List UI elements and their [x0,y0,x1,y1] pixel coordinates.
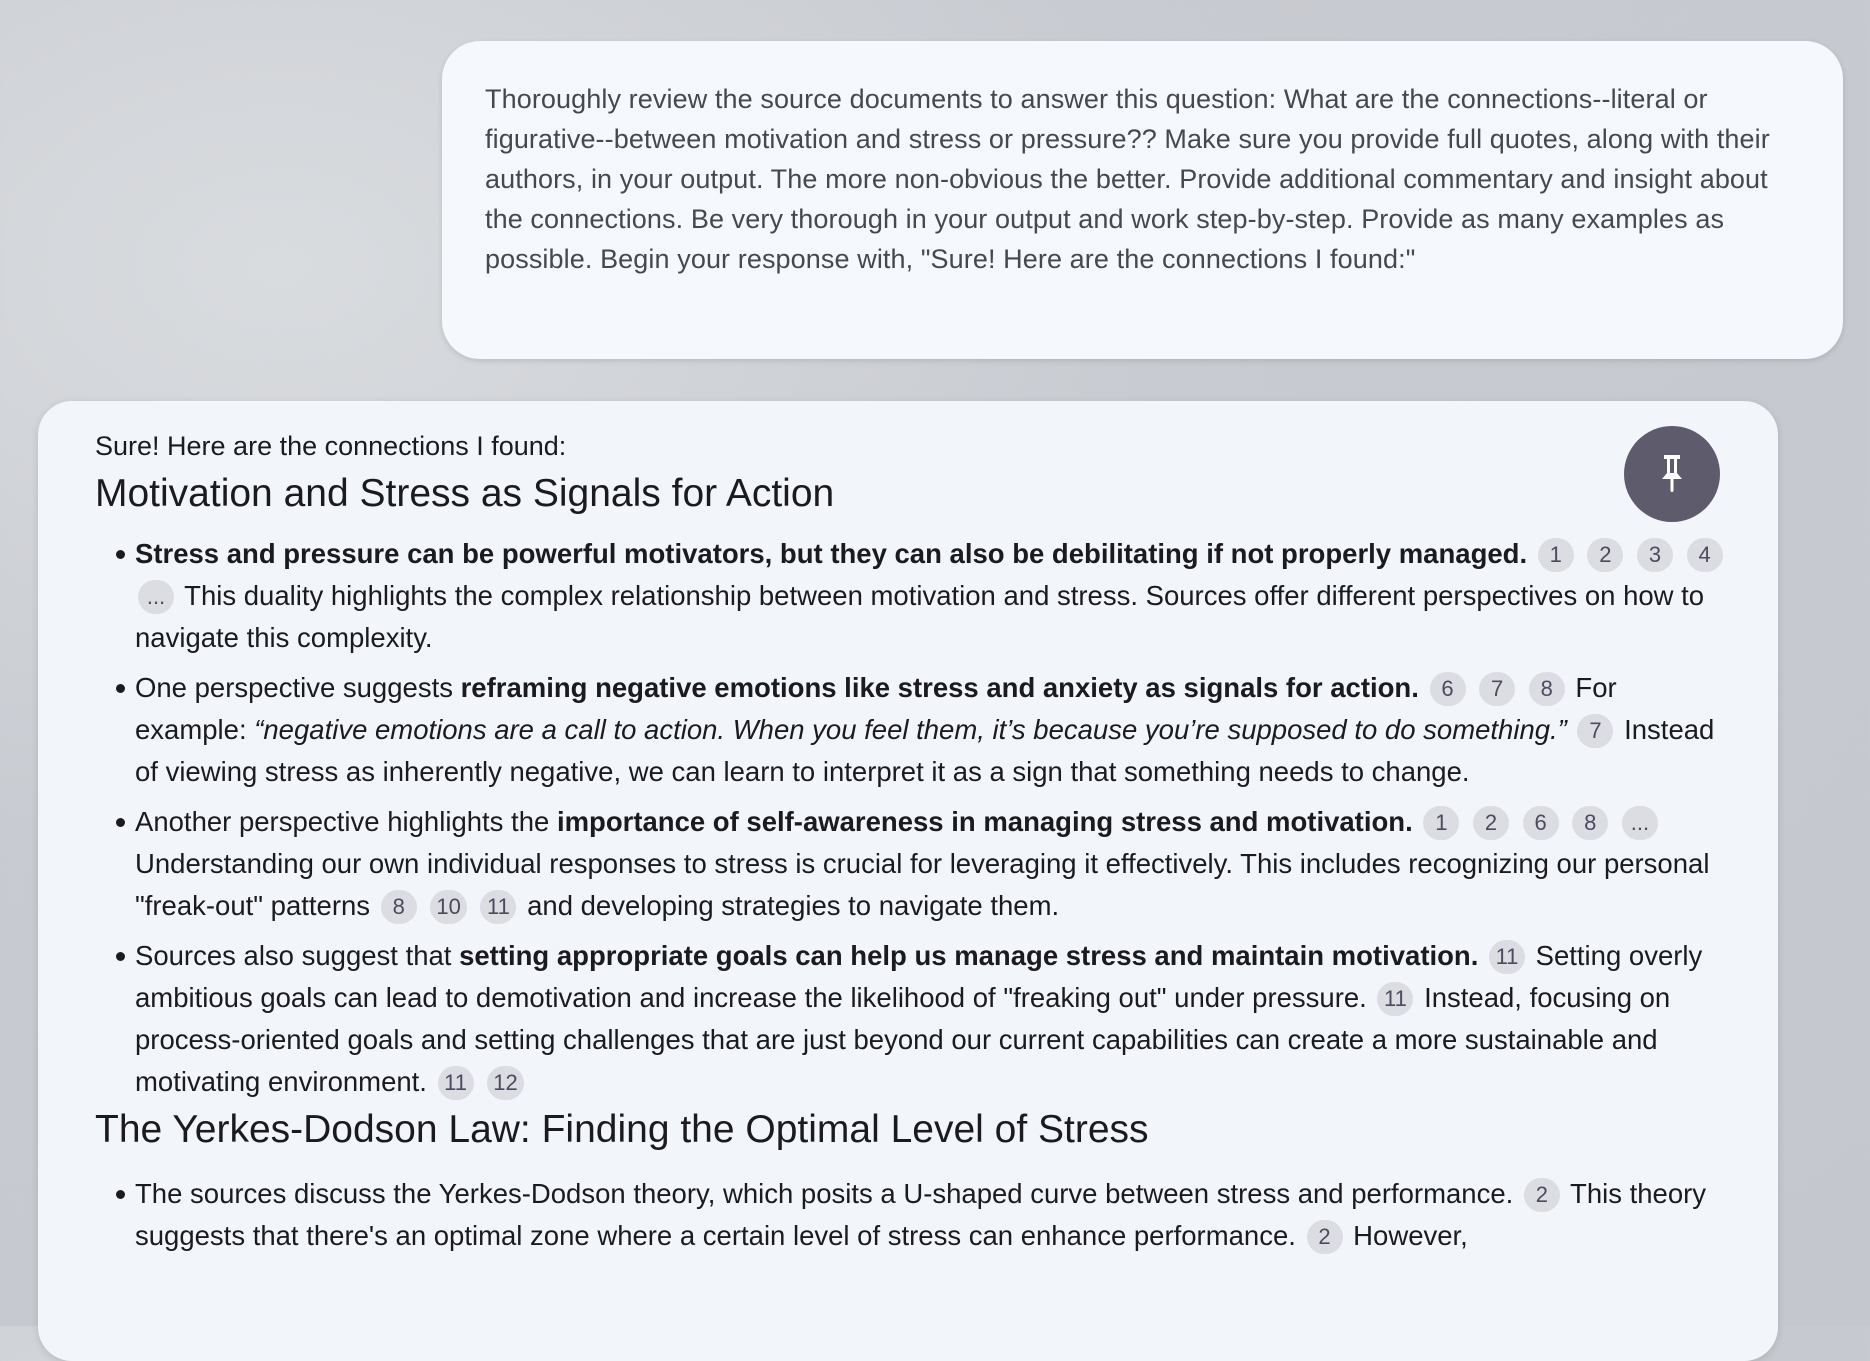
bold-text: importance of self-awareness in managing stress and motivation. [556,806,1413,837]
citation-chip[interactable]: 10 [430,890,466,924]
body-text: Sources also suggest that [135,940,460,971]
citation-chip[interactable]: 11 [1489,940,1525,974]
body-text: This duality highlights the complex relationship between motivation and stress. Sources offer different perspectives on how to navigate this complexity. [135,580,1705,653]
response-content [95,425,1735,1257]
citation-chip[interactable]: 7 [1577,714,1613,748]
bullet-item [95,935,1735,1103]
bold-text: reframing negative emotions like stress and anxiety as signals for action. [460,672,1419,703]
bullet-list [95,1173,1735,1257]
bullet-item [95,1173,1735,1257]
body-text: Another perspective highlights the [135,806,557,837]
body-text: and developing strategies to navigate them. [519,890,1060,921]
body-text: Instead of viewing stress as inherently negative, we can learn to interpret it as a sign that something needs to change. [135,714,1715,787]
body-text: One perspective suggests [135,672,461,703]
citation-chip[interactable]: 2 [1473,806,1509,840]
citation-chip[interactable]: 2 [1587,538,1623,572]
user-message-text: Thoroughly review the source documents to answer this question: What are the connections--literal or figurative--between motivation and stress or pressure?? Make sure you provide full quotes, along with their authors, in your output. The more non-obvious the better. Provide additional commentary and insight about the connections. Be very thorough in your output and work step-by-step. Provide as many examples as possible. Begin your response with, "Sure! Here are the connections I found:" [485,84,1770,274]
bullet-item [95,533,1735,659]
citation-chip[interactable]: 6 [1430,672,1466,706]
citation-chip[interactable]: 8 [1529,672,1565,706]
bold-text: Stress and pressure can be powerful motivators, but they can also be debilitating if not properly managed. [135,538,1528,569]
citation-chip[interactable]: 8 [381,890,417,924]
citation-chip[interactable]: 1 [1538,538,1574,572]
citation-chip[interactable]: 8 [1572,806,1608,840]
section-heading: The Yerkes-Dodson Law: Finding the Optimal Level of Stress [95,1108,1149,1151]
body-text: For example: [135,672,1617,745]
citation-chip[interactable]: 1 [1423,806,1459,840]
citation-chip[interactable]: 11 [480,890,516,924]
citation-chip[interactable]: 6 [1523,806,1559,840]
citation-chip[interactable]: 2 [1524,1178,1560,1212]
citation-chip[interactable]: ... [1622,806,1658,840]
response-intro: Sure! Here are the connections I found: [95,431,567,461]
citation-chip[interactable]: 11 [1377,982,1413,1016]
bullet-item [95,801,1735,927]
bullet-list [95,533,1735,1103]
citation-chip[interactable]: 2 [1307,1220,1343,1254]
citation-chip[interactable]: ... [138,580,174,614]
body-text: Understanding our own individual responses to stress is crucial for leveraging it effectively. This includes recognizing our personal "freak-out" patterns [135,848,1710,921]
bullet-item [95,667,1735,793]
citation-chip[interactable]: 3 [1637,538,1673,572]
bold-text: setting appropriate goals can help us manage stress and maintain motivation. [459,940,1479,971]
citation-chip[interactable]: 4 [1687,538,1723,572]
body-text: Instead, focusing on process-oriented goals and setting challenges that are just beyond our current capabilities can create a more sustainable and motivating environment. [135,982,1671,1097]
body-text: The sources discuss the Yerkes-Dodson theory, which posits a U-shaped curve between stress and performance. [135,1178,1514,1209]
body-text: This theory suggests that there's an optimal zone where a certain level of stress can enhance performance. [135,1178,1707,1251]
citation-chip[interactable]: 11 [438,1066,474,1100]
quote-text: “negative emotions are a call to action. When you feel them, it’s because you’re supposed to do something.” [254,714,1567,745]
user-message-bubble [442,41,1843,359]
body-text: However, [1345,1220,1468,1251]
citation-chip[interactable]: 7 [1479,672,1515,706]
body-text: Setting overly ambitious goals can lead to demotivation and increase the likelihood of "freaking out" under pressure. [135,940,1703,1013]
section-heading: Motivation and Stress as Signals for Action [95,472,835,515]
citation-chip[interactable]: 12 [487,1066,523,1100]
